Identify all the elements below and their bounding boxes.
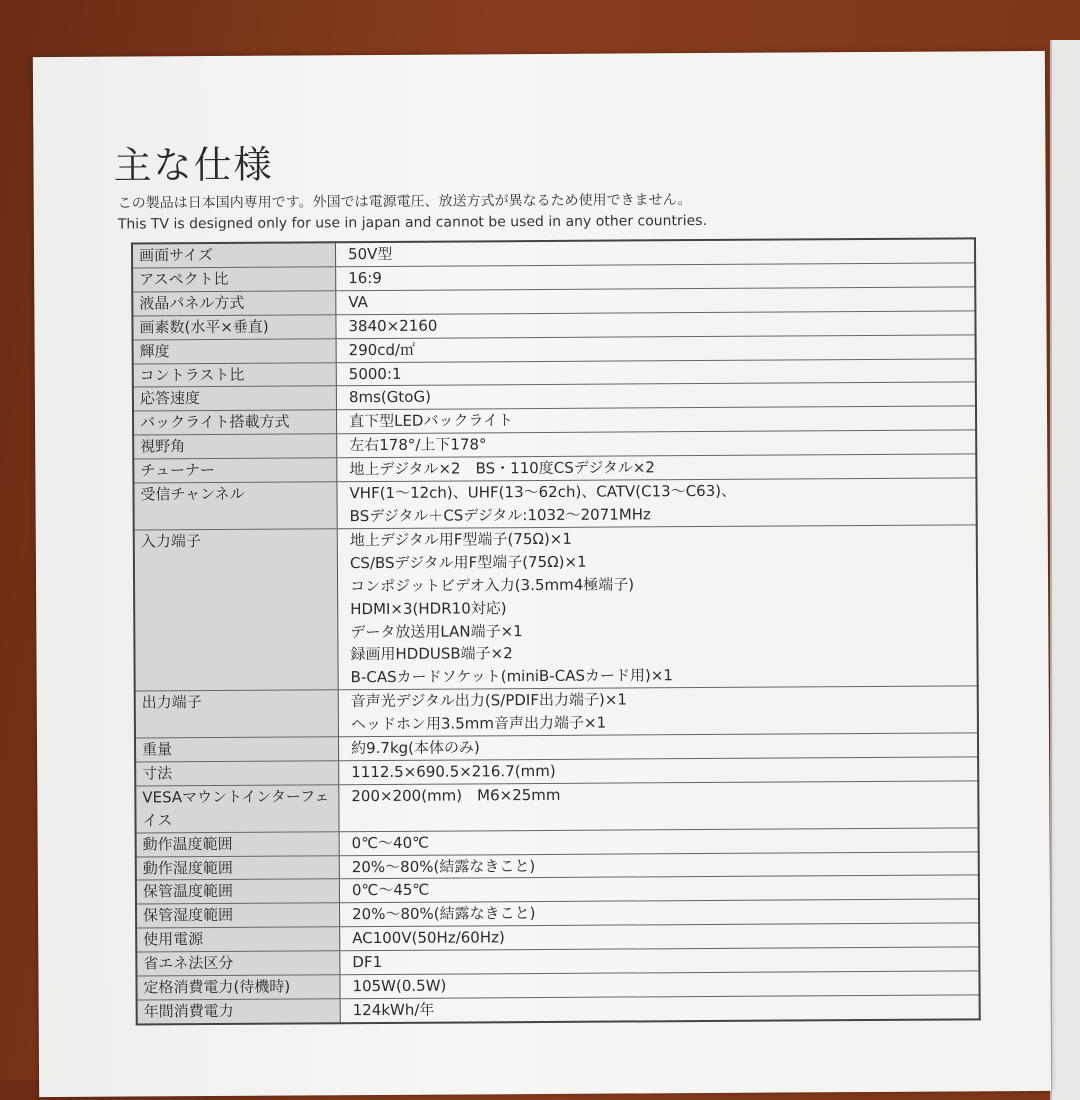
spec-value-line: 290cd/㎡ — [348, 340, 416, 359]
spec-label: チューナー — [133, 458, 337, 483]
spec-value-line: 1112.5×690.5×216.7(mm) — [351, 761, 556, 782]
spec-value — [337, 478, 977, 529]
spec-label: 動作湿度範囲 — [136, 855, 340, 880]
spec-value-line: AC100V(50Hz/60Hz) — [352, 928, 505, 948]
spec-value-line: B-CASカードソケット(miniB-CASカード用)×1 — [350, 666, 673, 687]
spec-value — [337, 525, 977, 690]
spec-label: 画素数(水平×垂直) — [132, 314, 336, 339]
spec-row — [137, 995, 980, 1025]
spec-table — [131, 237, 981, 1025]
page-title: 主な仕様 — [113, 142, 274, 188]
spec-sheet-page — [33, 51, 1051, 1097]
spec-label: 視野角 — [133, 434, 337, 459]
spec-label: 重量 — [135, 737, 339, 762]
spec-value-line: データ放送用LAN端子×1 — [350, 621, 523, 641]
spec-value-line: 地上デジタル×2 BS・110度CSデジタル×2 — [349, 458, 656, 479]
spec-label: 輝度 — [133, 338, 337, 363]
spec-value-line: ヘッドホン用3.5mm音声出力端子×1 — [350, 713, 607, 734]
spec-value-line: 0℃〜40℃ — [351, 833, 430, 852]
spec-label: 画面サイズ — [132, 242, 336, 268]
spec-value-line: 20%〜80%(結露なきこと) — [351, 856, 536, 876]
spec-value-line: 約9.7kg(本体のみ) — [351, 738, 480, 758]
spec-label: 保管温度範囲 — [136, 879, 340, 904]
spec-value-line: VHF(1〜12ch)、UHF(13〜62ch)、CATV(C13〜C63)、 — [349, 481, 737, 503]
spec-value-line: CS/BSデジタル用F型端子(75Ω)×1 — [349, 552, 587, 572]
spec-label: コントラスト比 — [133, 362, 337, 387]
spec-label: 受信チャンネル — [133, 482, 337, 530]
next-page-edge — [1050, 40, 1080, 1100]
spec-label: 入力端子 — [134, 529, 338, 692]
spec-label: バックライト搭載方式 — [133, 410, 337, 435]
spec-value-line: BSデジタル＋CSデジタル:1032〜2071MHz — [349, 505, 651, 526]
spec-value-line: HDMI×3(HDR10対応) — [350, 598, 507, 618]
spec-value-line: 124kWh/年 — [352, 1000, 435, 1020]
notice-japanese: この製品は日本国内専用です。外国では電源電圧、放送方式が異なるため使用できません。 — [117, 192, 692, 212]
spec-value-line: 音声光デジタル出力(S/PDIF出力端子)×1 — [350, 690, 627, 711]
spec-value-line: VA — [348, 292, 368, 311]
spec-label: 定格消費電力(待機時) — [136, 975, 340, 1000]
spec-value — [340, 995, 980, 1023]
spec-row — [134, 525, 978, 691]
spec-label: VESAマウントインターフェイス — [135, 785, 339, 833]
spec-value-line: DF1 — [352, 953, 383, 972]
spec-value — [338, 686, 978, 737]
spec-row — [135, 686, 978, 738]
spec-value — [339, 781, 979, 832]
spec-value-line: 地上デジタル用F型端子(75Ω)×1 — [349, 529, 572, 550]
spec-value-line: 20%〜80%(結露なきこと) — [352, 904, 536, 924]
spec-value-line: 16:9 — [348, 268, 382, 288]
spec-label: 動作温度範囲 — [136, 831, 340, 856]
spec-label: 寸法 — [135, 761, 339, 786]
spec-value-line: 左右178°/上下178° — [349, 435, 487, 455]
spec-label: 液晶パネル方式 — [132, 291, 336, 316]
spec-value-line: 200×200(mm) M6×25mm — [351, 785, 561, 806]
spec-label: 応答速度 — [133, 386, 337, 411]
spec-row — [135, 781, 978, 833]
spec-value-line: 8ms(GtoG) — [348, 388, 431, 407]
spec-value-line: コンポジットビデオ入力(3.5mm4極端子) — [350, 575, 635, 595]
spec-label: 年間消費電力 — [137, 999, 341, 1025]
spec-value-line: 3840×2160 — [348, 316, 438, 335]
spec-value-line: 5000:1 — [348, 364, 402, 383]
spec-value-line: 直下型LEDバックライト — [349, 411, 514, 431]
spec-label: アスペクト比 — [132, 267, 336, 292]
spec-label: 使用電源 — [136, 927, 340, 952]
spec-label: 省エネ法区分 — [136, 951, 340, 976]
spec-value-line: 録画用HDDUSB端子×2 — [350, 644, 513, 664]
spec-label: 保管湿度範囲 — [136, 903, 340, 928]
spec-label: 出力端子 — [135, 690, 339, 738]
spec-value-line: 105W(0.5W) — [352, 976, 447, 996]
notice-english: This TV is designed only for use in japan and cannot be used in any other countries. — [117, 212, 708, 233]
spec-value-line: 50V型 — [347, 244, 393, 264]
spec-value-line: 0℃〜45℃ — [351, 881, 430, 900]
spec-row — [133, 478, 976, 530]
